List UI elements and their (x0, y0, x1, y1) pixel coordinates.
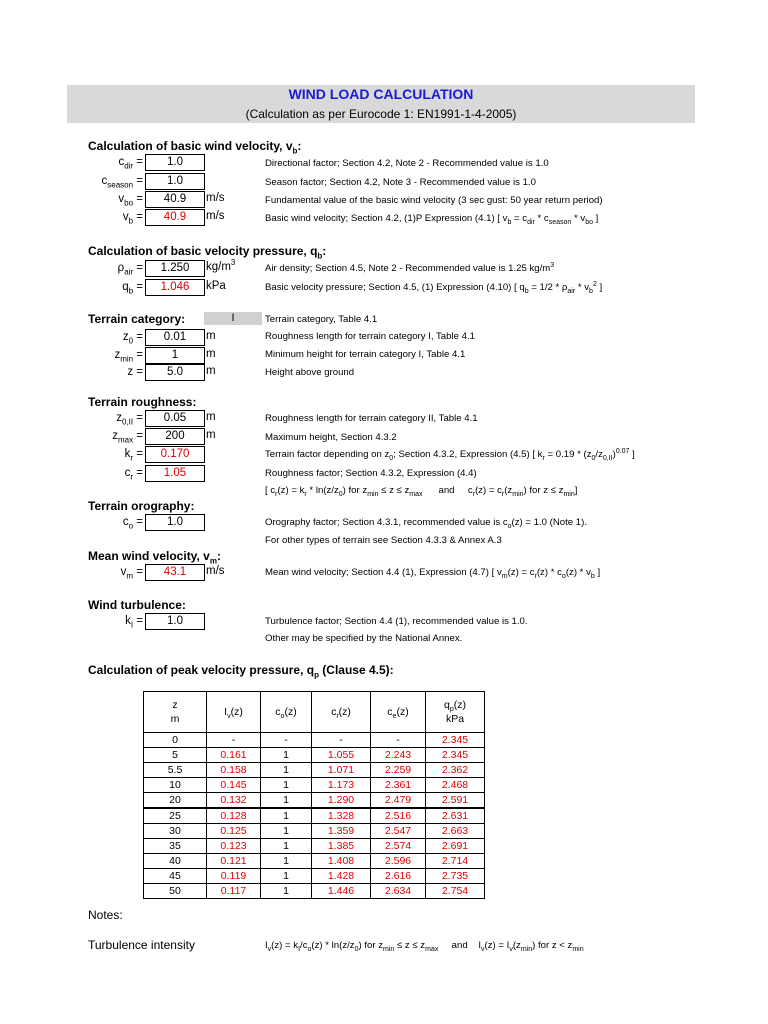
col-header-cr: $c_r(z)$ (312, 692, 371, 733)
table-cell: - (312, 733, 371, 748)
table-cell: 0.119 (207, 869, 261, 884)
col-header-z: z m (144, 692, 207, 733)
col-header-iv: $I_v(z)$ (207, 692, 261, 733)
table-row (144, 778, 485, 793)
input-zmax[interactable]: 200 (145, 428, 205, 445)
table-cell: 0.123 (207, 839, 261, 854)
table-cell: 1 (261, 808, 312, 824)
table-cell: 0.158 (207, 763, 261, 778)
desc-cdir: Directional factor; Section 4.2, Note 2 - Recommended value is 1.0 (265, 158, 549, 169)
desc-z: Height above ground (265, 367, 355, 378)
unit-z0: m (206, 330, 216, 342)
table-cell: 1.173 (312, 778, 371, 793)
output-kr: 0.170 (145, 446, 205, 463)
unit-vm: m/s (206, 565, 225, 577)
table-cell: - (207, 733, 261, 748)
input-z0II[interactable]: 0.05 (145, 410, 205, 427)
table-cell: 0.128 (207, 808, 261, 824)
table-cell: 1 (261, 778, 312, 793)
table-cell: 1.428 (312, 869, 371, 884)
desc-co-other: For other types of terrain see Section 4.3.3 & Annex A.3 (265, 535, 502, 546)
table-row (144, 839, 485, 854)
label-rho-air: $\rho_{air}$ = (117, 262, 143, 277)
table-cell: 2.631 (426, 808, 485, 824)
table-cell: 2.345 (426, 748, 485, 763)
page-subtitle: (Calculation as per Eurocode 1: EN1991-1-4-2005) (245, 107, 517, 121)
table-cell: 2.362 (426, 763, 485, 778)
output-vb: 40.9 (145, 209, 205, 226)
desc-z0II: Roughness length for terrain category II, Table 4.1 (265, 413, 478, 424)
table-cell: 0.161 (207, 748, 261, 763)
unit-rho-air: $kg/m^3$ (206, 258, 236, 273)
table-cell: 40 (144, 854, 207, 869)
input-rho-air[interactable]: 1.250 (145, 260, 205, 277)
table-row (144, 748, 485, 763)
output-qb: 1.046 (145, 279, 205, 296)
desc-qb: Basic velocity pressure; Section 4.5, (1) Expression (4.10) [ $q_b = 1/2 * \rho_{air} * v_b^2$ ] (265, 280, 603, 295)
table-cell: 10 (144, 778, 207, 793)
table-cell: 1 (261, 854, 312, 869)
desc-zmax: Maximum height, Section 4.3.2 (265, 432, 397, 443)
section-terrain-category-heading: Terrain category: (88, 312, 186, 326)
table-cell: 50 (144, 884, 207, 899)
unit-z0II: m (206, 411, 216, 423)
table-cell: 1.328 (312, 808, 371, 824)
table-cell: 1 (261, 869, 312, 884)
table-cell: 0.145 (207, 778, 261, 793)
table-cell: 0 (144, 733, 207, 748)
table-cell: 1.359 (312, 824, 371, 839)
table-row (144, 733, 485, 748)
table-cell: 2.596 (371, 854, 426, 869)
desc-vm: Mean wind velocity; Section 4.4 (1), Expression (4.7) [ $v_m(z) = c_r(z) * c_o(z) * v_b$ ] (265, 567, 601, 580)
table-row (144, 824, 485, 839)
notes-label: Notes: (88, 908, 123, 922)
table-row (144, 763, 485, 778)
desc-z0: Roughness length for terrain category I, Table 4.1 (265, 331, 475, 342)
table-cell: 2.516 (371, 808, 426, 824)
section-basic-velocity-heading: Calculation of basic wind velocity, $v_b$: (88, 139, 302, 156)
table-cell: 0.125 (207, 824, 261, 839)
label-z: z = (127, 366, 143, 378)
desc-ki-other: Other may be specified by the National Annex. (265, 633, 463, 644)
unit-zmin: m (206, 348, 216, 360)
table-cell: 2.591 (426, 793, 485, 809)
output-cr: 1.05 (145, 465, 205, 482)
table-cell: 0.132 (207, 793, 261, 809)
table-cell: 1.385 (312, 839, 371, 854)
label-cr: $c_r$ = (124, 467, 143, 482)
page-title: WIND LOAD CALCULATION (288, 86, 474, 102)
table-cell: 0.117 (207, 884, 261, 899)
table-cell: 0.121 (207, 854, 261, 869)
desc-kr: Terrain factor depending on $z_0$; Section 4.3.2, Expression (4.5) [ $k_r = 0.19 * (z_0/z_{0,II})^{0.07}$ ] (265, 447, 635, 462)
table-cell: 30 (144, 824, 207, 839)
col-header-qp: $q_p(z)$ kPa (426, 692, 485, 733)
input-co[interactable]: 1.0 (145, 514, 205, 531)
table-cell: 2.714 (426, 854, 485, 869)
table-cell: 45 (144, 869, 207, 884)
table-cell: 1.408 (312, 854, 371, 869)
table-cell: 2.735 (426, 869, 485, 884)
table-cell: 1.055 (312, 748, 371, 763)
table-cell: 5.5 (144, 763, 207, 778)
table-cell: 35 (144, 839, 207, 854)
desc-vb: Basic wind velocity; Section 4.2, (1)P Expression (4.1) [ $v_b = c_{dir} * c_{season} * v_{bo}$ ] (265, 213, 599, 226)
table-cell: - (261, 733, 312, 748)
section-terrain-roughness-heading: Terrain roughness: (88, 395, 197, 409)
table-cell: 1 (261, 824, 312, 839)
col-header-ce: $c_e(z)$ (371, 692, 426, 733)
output-vm: 43.1 (145, 564, 205, 581)
desc-rho-air: Air density; Section 4.5, Note 2 - Recommended value is 1.25 $kg/m^3$ (265, 261, 555, 274)
table-row (144, 854, 485, 869)
table-cell: 2.547 (371, 824, 426, 839)
col-header-co: $c_o(z)$ (261, 692, 312, 733)
input-vbo[interactable]: 40.9 (145, 191, 205, 208)
turbulence-intensity-formula: $I_v(z) = k_I/c_o(z) * \ln(z/z_0)$ for $z_{min} \le z \le z_{max}$ and $I_v(z) = I_v(z_{min})$ for $z < z_{min}$ (265, 940, 584, 953)
desc-cseason: Season factor; Section 4.2, Note 3 - Recommended value is 1.0 (265, 177, 536, 188)
desc-ki: Turbulence factor; Section 4.4 (1), recommended value is 1.0. (265, 616, 528, 627)
unit-z: m (206, 365, 216, 377)
table-cell: 25 (144, 808, 207, 824)
section-terrain-orography-heading: Terrain orography: (88, 499, 195, 513)
desc-co: Orography factor; Section 4.3.1, recommended value is $c_o(z) = 1.0$ (Note 1). (265, 517, 587, 530)
input-z0[interactable]: 0.01 (145, 329, 205, 346)
label-cdir: $c_{dir}$ = (118, 156, 143, 171)
label-ki: $k_I$ = (125, 615, 143, 630)
label-vb: $v_b$ = (122, 211, 143, 226)
table-cell: 2.663 (426, 824, 485, 839)
table-cell: 2.259 (371, 763, 426, 778)
unit-qb: kPa (206, 280, 226, 292)
table-row (144, 884, 485, 899)
table-cell: 2.616 (371, 869, 426, 884)
input-z[interactable]: 5.0 (145, 364, 205, 381)
table-cell: 2.345 (426, 733, 485, 748)
formula-cr: [ $c_r(z) = k_r * \ln(z/z_0)$ for $z_{min} \le z \le z_{max}$ and $c_r(z) = c_r(z_{min})$ for $z \le z_{min}$] (265, 485, 578, 498)
label-co: $c_o$ = (122, 516, 143, 531)
label-qb: $q_b$ = (122, 281, 143, 296)
label-zmin: $z_{min}$ = (114, 349, 143, 364)
table-cell: 1.446 (312, 884, 371, 899)
table-cell: - (371, 733, 426, 748)
table-cell: 5 (144, 748, 207, 763)
terrain-category-select[interactable]: I (204, 312, 262, 325)
table-cell: 1 (261, 763, 312, 778)
desc-zmin: Minimum height for terrain category I, Table 4.1 (265, 349, 466, 360)
input-cseason[interactable]: 1.0 (145, 173, 205, 190)
desc-cr: Roughness factor; Section 4.3.2, Expression (4.4) (265, 468, 477, 479)
table-body (144, 733, 485, 899)
unit-vbo: m/s (206, 192, 225, 204)
table-cell: 1 (261, 884, 312, 899)
section-velocity-pressure-heading: Calculation of basic velocity pressure, $q_b$: (88, 244, 327, 261)
unit-zmax: m (206, 429, 216, 441)
section-turbulence-heading: Wind turbulence: (88, 598, 186, 612)
table-row (144, 869, 485, 884)
label-vm: $v_m$ = (120, 566, 143, 581)
table-cell: 2.468 (426, 778, 485, 793)
input-zmin[interactable]: 1 (145, 347, 205, 364)
desc-terrain-category: Terrain category, Table 4.1 (265, 314, 378, 325)
section-mean-velocity-heading: Mean wind velocity, $v_m$: (88, 549, 221, 566)
turbulence-intensity-label: Turbulence intensity (88, 938, 195, 952)
table-row (144, 793, 485, 809)
table-cell: 2.243 (371, 748, 426, 763)
table-cell: 2.754 (426, 884, 485, 899)
table-cell: 1 (261, 748, 312, 763)
unit-vb: m/s (206, 210, 225, 222)
peak-pressure-table (143, 691, 485, 899)
table-cell: 1 (261, 839, 312, 854)
label-z0II: $z_{0,II}$ = (116, 412, 143, 427)
desc-vbo: Fundamental value of the basic wind velocity (3 sec gust: 50 year return period) (265, 195, 603, 206)
table-cell: 1.071 (312, 763, 371, 778)
table-cell: 2.479 (371, 793, 426, 809)
label-cseason: $c_{season}$ = (101, 175, 143, 190)
label-zmax: $z_{max}$ = (112, 430, 143, 445)
table-header-row (144, 692, 485, 733)
table-cell: 2.691 (426, 839, 485, 854)
table-row (144, 808, 485, 824)
label-kr: $k_r$ = (124, 448, 143, 463)
table-cell: 2.574 (371, 839, 426, 854)
input-ki[interactable]: 1.0 (145, 613, 205, 630)
table-cell: 2.361 (371, 778, 426, 793)
label-z0: $z_0$ = (122, 331, 143, 346)
table-cell: 2.634 (371, 884, 426, 899)
table-cell: 1 (261, 793, 312, 809)
table-cell: 1.290 (312, 793, 371, 809)
label-vbo: $v_{bo}$ = (118, 193, 143, 208)
section-peak-pressure-heading: Calculation of peak velocity pressure, $q_p$ (Clause 4.5): (88, 663, 394, 680)
input-cdir[interactable]: 1.0 (145, 154, 205, 171)
table-cell: 20 (144, 793, 207, 809)
